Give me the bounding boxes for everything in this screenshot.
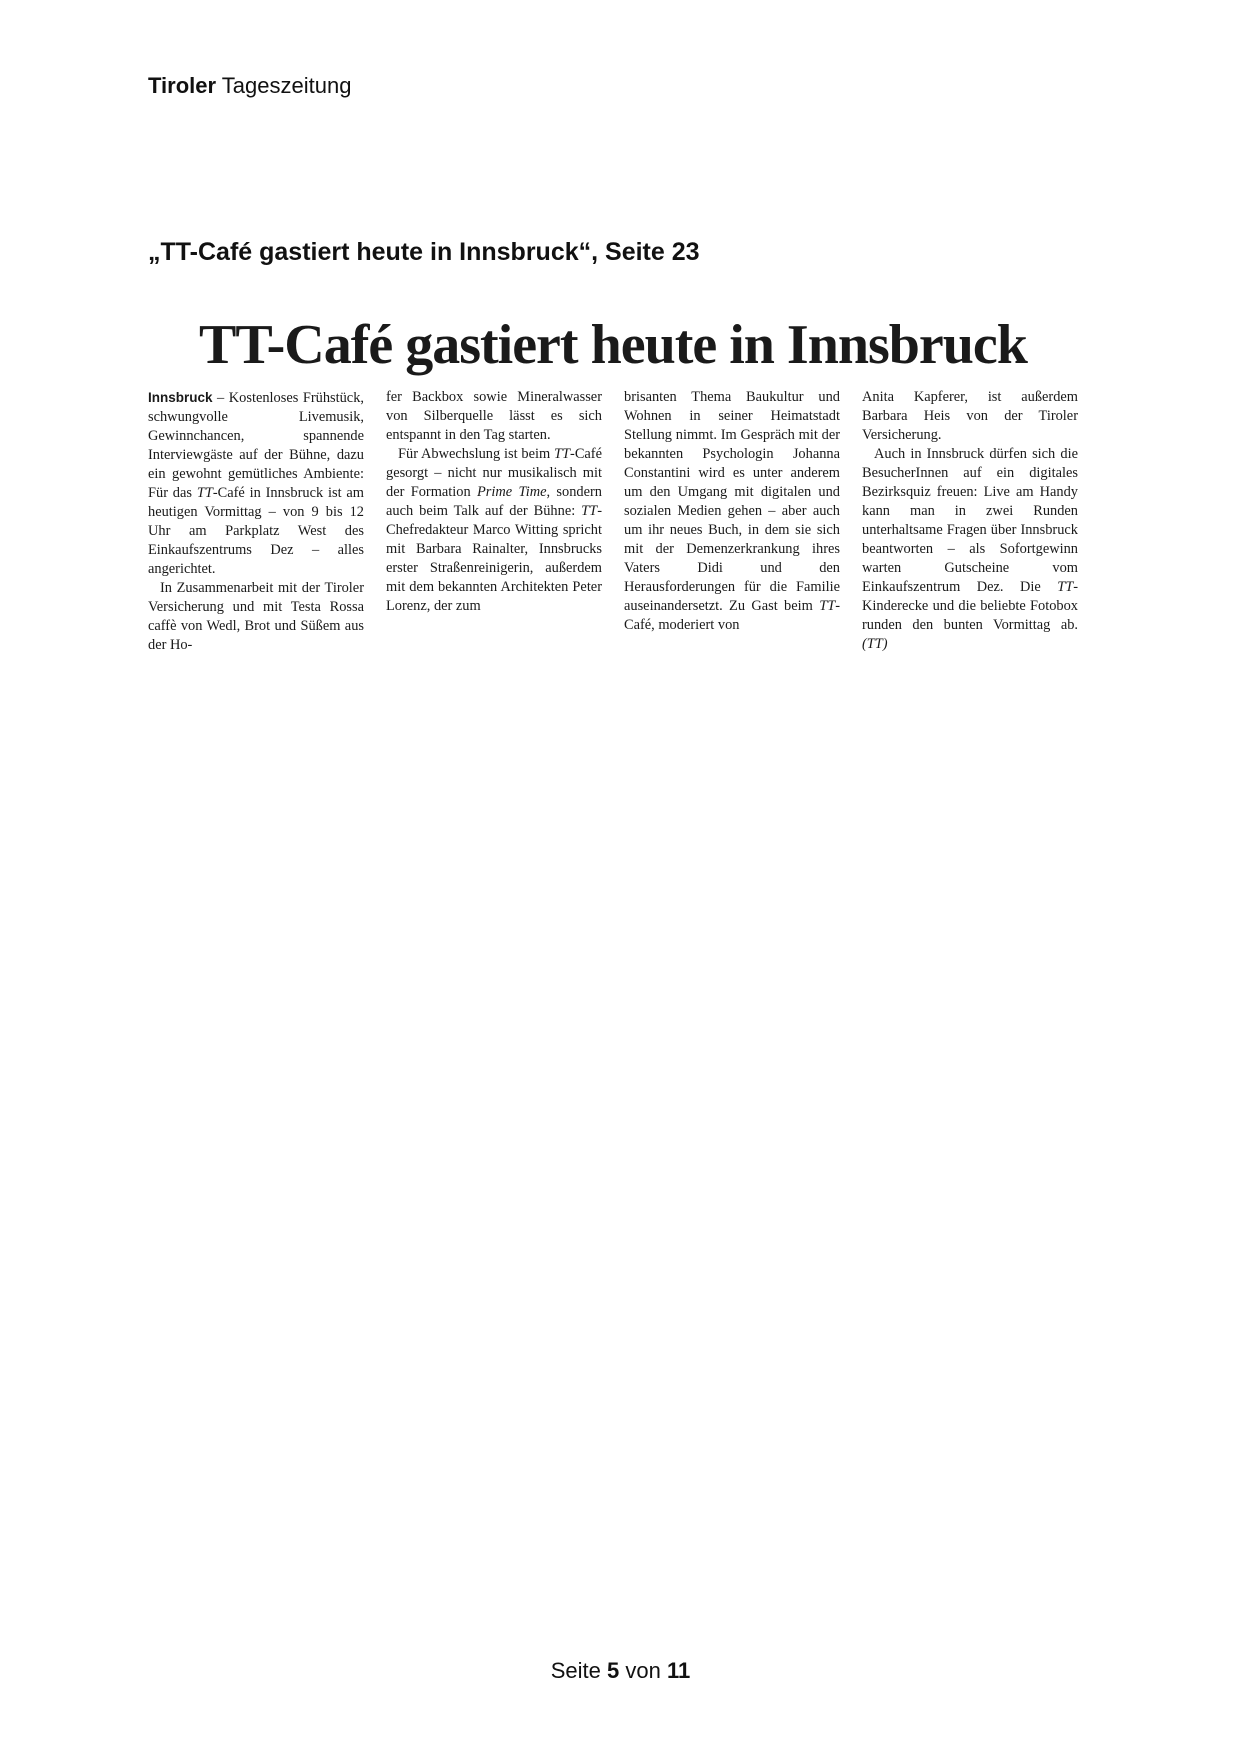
paragraph: Anita Kapferer, ist außerdem Barbara Heis von der Tiroler Versicherung. <box>862 389 1078 443</box>
paragraph: brisanten Thema Baukultur und Wohnen in seiner Heimatstadt Stellung nimmt. Im Gespräch mit der bekannten Psychologin Johanna Constantini wird es unter anderem um den Umgang mit digitalen und sozialen Medien gehen – aber auch um ihr neues Buch, in dem sie sich mit der Demenzerkrankung ihres Vaters Didi und den Herausforderungen für die Familie auseinandersetzt. Zu Gast beim TT-Café, moderiert von <box>624 389 840 633</box>
article-column-2 <box>386 388 602 655</box>
article-reference-title: „TT-Café gastiert heute in Innsbruck“, Seite 23 <box>148 238 700 266</box>
article-column-3 <box>624 388 840 655</box>
paragraph: In Zusammenarbeit mit der Tiroler Versicherung und mit Testa Rossa caffè von Wedl, Brot und Süßem aus der Ho- <box>148 580 364 653</box>
paragraph: Für Abwechslung ist beim TT-Café gesorgt – nicht nur musikalisch mit der Formation Prime Time, sondern auch beim Talk auf der Bühne: TT-Chefredakteur Marco Witting spricht mit Barbara Rainalter, Innsbrucks erster Straßenreinigerin, außerdem mit dem bekannten Architekten Peter Lorenz, der zum <box>386 446 602 614</box>
page-number-footer: Seite 5 von 11 <box>550 1658 691 1683</box>
newspaper-clipping <box>148 312 1078 655</box>
clipping-headline: TT-Café gastiert heute in Innsbruck <box>199 314 1027 376</box>
brand-bold: Tiroler <box>148 73 217 98</box>
paragraph: fer Backbox sowie Mineralwasser von Silberquelle lässt es sich entspannt in den Tag starten. <box>386 389 602 443</box>
paragraph: Innsbruck – Kostenloses Frühstück, schwungvolle Livemusik, Gewinnchancen, spannende Interviewgäste auf der Bühne, dazu ein gewohnt gemütliches Ambiente: Für das TT-Café in Innsbruck ist am heutigen Vormittag – von 9 bis 12 Uhr am Parkplatz West des Einkaufszentrums Dez – alles angerichtet. <box>148 390 364 577</box>
paragraph: Auch in Innsbruck dürfen sich die BesucherInnen auf ein digitales Bezirksquiz freuen: Live am Handy kann man in zwei Runden unterhaltsame Fragen über Innsbruck beantworten – als Sofortgewinn warten Gutscheine vom Einkaufszentrum Dez. Die TT-Kinderecke und die beliebte Fotobox runden den bunten Vormittag ab. (TT) <box>862 446 1078 652</box>
article-columns <box>148 388 1078 655</box>
newspaper-brand <box>148 72 351 100</box>
article-column-1 <box>148 388 364 655</box>
dateline: Innsbruck <box>148 390 213 405</box>
author-signature: (TT) <box>862 636 888 652</box>
current-page: 5 <box>607 1658 620 1683</box>
brand-regular: Tageszeitung <box>221 73 352 98</box>
article-column-4 <box>862 388 1078 655</box>
total-pages: 11 <box>667 1658 691 1683</box>
